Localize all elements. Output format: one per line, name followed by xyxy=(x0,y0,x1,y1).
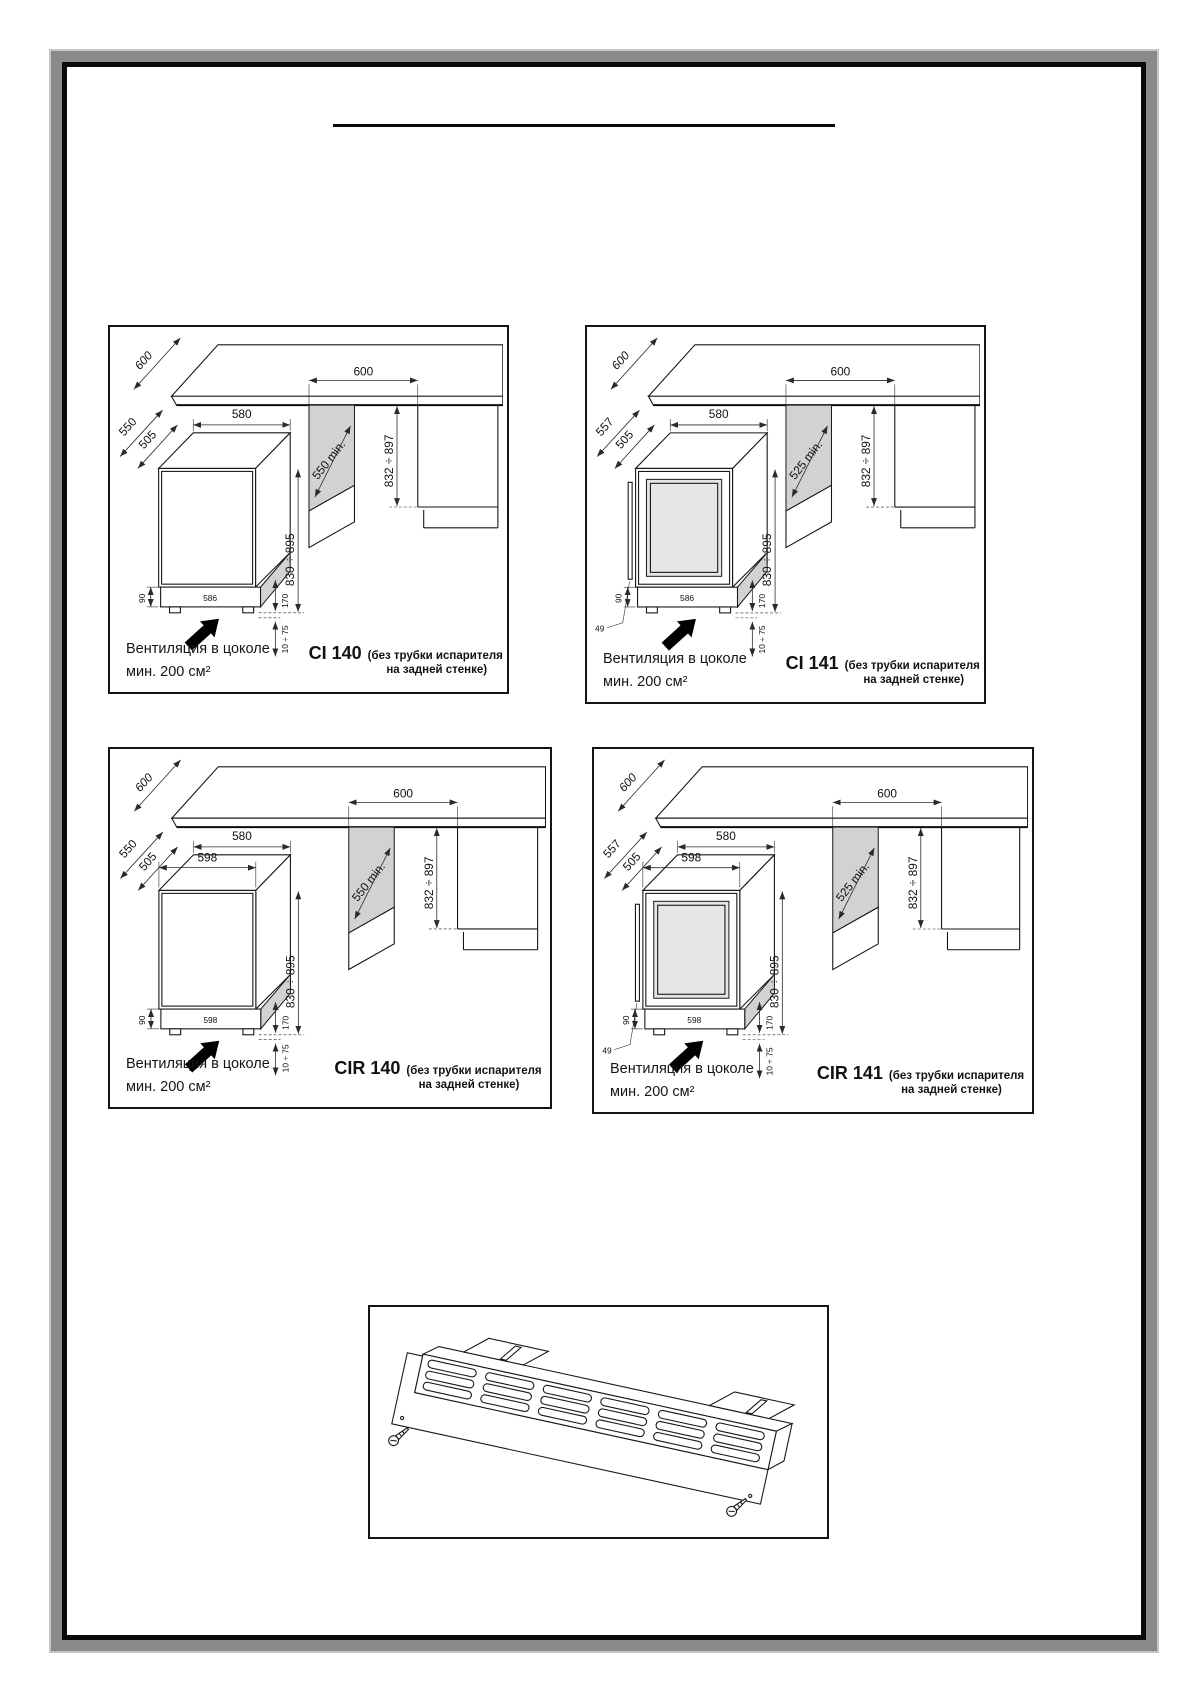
ventilation-note-line2: мин. 200 см² xyxy=(603,674,688,690)
dim-depth-body-label: 505 xyxy=(135,427,160,452)
dim-niche-width-label: 600 xyxy=(353,364,374,379)
dim-counter-depth-label: 600 xyxy=(608,348,633,373)
title-underline xyxy=(333,124,835,127)
dim-panel-min-label: 525 min. xyxy=(786,437,826,483)
dim-feet-range-label: 10 ÷ 75 xyxy=(764,1047,775,1076)
model-note-line1: (без трубки испарителя xyxy=(406,1065,542,1077)
appliance xyxy=(159,433,291,613)
niche-side-panel xyxy=(349,827,394,969)
counter-depth-dimension xyxy=(132,760,181,811)
kitchen-cabinet xyxy=(895,405,975,528)
ventilation-note-line1: Вентиляция в цоколе xyxy=(610,1061,754,1077)
appliance xyxy=(159,855,291,1035)
model-name: CIR 140 xyxy=(334,1058,401,1078)
model-note-line2: на задней стенке) xyxy=(901,1084,1002,1096)
dim-plinth-width-label: 598 xyxy=(203,1014,218,1025)
dim-depth-total-label: 550 xyxy=(115,414,140,439)
model-caption xyxy=(813,1063,1028,1096)
kitchen-cabinet xyxy=(418,405,498,528)
dim-plinth-width-label: 586 xyxy=(680,593,695,604)
ventilation-note xyxy=(126,1053,270,1099)
technical-drawing-ci-140 xyxy=(110,327,503,688)
dim-base-depth-label: 170 xyxy=(764,1015,775,1030)
dim-door-width-label: 598 xyxy=(197,850,218,865)
dim-niche-width-label: 600 xyxy=(877,786,898,801)
ventilation-note-line1: Вентиляция в цоколе xyxy=(603,651,747,667)
dim-niche-height-label: 832 ÷ 897 xyxy=(905,856,920,910)
dim-counter-depth-label: 600 xyxy=(615,770,640,795)
niche-height-dimension xyxy=(422,828,469,929)
dim-door-width-label: 598 xyxy=(681,850,702,865)
appliance xyxy=(635,855,774,1035)
dim-feet-range-label: 10 ÷ 75 xyxy=(280,1044,291,1073)
model-note-line2: на задней стенке) xyxy=(863,674,965,686)
model-note-line2: на задней стенке) xyxy=(386,664,488,676)
dim-niche-width-label: 600 xyxy=(393,786,414,801)
door-handle xyxy=(635,904,639,1001)
diagram-box-cir-141 xyxy=(592,747,1034,1114)
dim-counter-depth-label: 600 xyxy=(131,348,156,373)
dim-base-depth-label: 170 xyxy=(280,593,291,608)
dim-appliance-height-label: 830 ÷ 895 xyxy=(283,533,298,587)
ventilation-note xyxy=(603,648,747,694)
dim-appliance-height-label: 830 ÷ 895 xyxy=(760,533,775,587)
model-caption xyxy=(786,653,981,686)
page-sheet xyxy=(62,62,1146,1640)
ventilation-note-line1: Вентиляция в цоколе xyxy=(126,641,270,657)
ventilation-grille-figure xyxy=(370,1307,823,1533)
dim-handle-offset-label: 49 xyxy=(602,1045,612,1056)
appliance xyxy=(628,433,767,613)
dim-feet-range-label: 10 ÷ 75 xyxy=(280,625,291,654)
dim-base-depth-label: 170 xyxy=(757,593,768,608)
grille-body xyxy=(392,1322,796,1507)
niche-side-panel xyxy=(833,827,878,969)
niche-height-dimension xyxy=(382,406,429,507)
model-name: CI 140 xyxy=(308,643,362,663)
ventilation-arrow-icon xyxy=(662,619,696,651)
dim-carcass-width-label: 580 xyxy=(231,406,252,421)
model-note-line1: (без трубки испарителя xyxy=(367,650,503,662)
model-note-line2: на задней стенке) xyxy=(418,1079,520,1091)
dim-niche-height-label: 832 ÷ 897 xyxy=(859,434,874,488)
counter-depth-dimension xyxy=(132,338,181,389)
dim-panel-min-label: 525 min. xyxy=(832,859,873,905)
kitchen-cabinet xyxy=(942,827,1020,950)
dim-depth-body-label: 505 xyxy=(612,427,637,452)
model-name: CIR 141 xyxy=(816,1063,883,1083)
screw-icon xyxy=(387,1425,411,1448)
glass-door-panel xyxy=(654,901,729,998)
dim-carcass-width-label: 580 xyxy=(708,407,729,422)
counter-depth-dimension xyxy=(609,338,658,389)
model-note-line1: (без трубки испарителя xyxy=(888,1070,1025,1082)
dim-depth-body-label: 505 xyxy=(135,849,160,874)
model-caption xyxy=(330,1058,546,1091)
dim-plinth-height-label: 90 xyxy=(136,593,147,603)
ventilation-note xyxy=(610,1058,754,1104)
ventilation-note xyxy=(126,638,270,684)
dim-plinth-height-label: 90 xyxy=(621,1015,632,1025)
niche-side-panel xyxy=(786,405,832,547)
countertop xyxy=(171,345,502,405)
countertop xyxy=(656,767,1028,827)
dim-plinth-height-label: 90 xyxy=(137,1015,148,1025)
dim-niche-width-label: 600 xyxy=(830,364,851,379)
dim-depth-total-label: 557 xyxy=(592,414,617,439)
countertop xyxy=(172,767,546,827)
model-name: CI 141 xyxy=(785,653,839,673)
model-caption xyxy=(309,643,504,676)
glass-door-panel xyxy=(646,479,721,576)
dim-niche-height-label: 832 ÷ 897 xyxy=(382,434,397,488)
dim-depth-body-label: 505 xyxy=(619,849,644,874)
niche-side-panel xyxy=(309,405,354,547)
dim-carcass-width-label: 580 xyxy=(716,828,736,843)
ventilation-note-line1: Вентиляция в цоколе xyxy=(126,1056,270,1072)
counter-depth-dimension xyxy=(616,760,665,811)
door-handle xyxy=(628,482,632,579)
dim-appliance-height-label: 830 ÷ 895 xyxy=(767,955,782,1009)
dim-base-depth-label: 170 xyxy=(280,1015,291,1030)
dim-panel-min-label: 550 min. xyxy=(348,859,389,905)
dim-plinth-width-label: 598 xyxy=(687,1014,702,1025)
diagram-box-ci-141 xyxy=(585,325,986,704)
technical-drawing-cir-141 xyxy=(594,749,1028,1108)
technical-drawing-ci-141 xyxy=(587,327,980,698)
technical-drawing-cir-140 xyxy=(110,749,546,1103)
diagram-box-ci-140 xyxy=(108,325,509,694)
dim-plinth-height-label: 90 xyxy=(613,593,624,604)
dim-handle-offset-label: 49 xyxy=(595,623,605,634)
ventilation-note-line2: мин. 200 см² xyxy=(126,1079,211,1095)
kitchen-cabinet xyxy=(458,827,538,950)
niche-height-dimension xyxy=(859,406,906,507)
niche-height-dimension xyxy=(906,828,953,929)
dim-depth-total-label: 550 xyxy=(116,836,140,861)
dim-panel-min-label: 550 min. xyxy=(309,437,349,483)
countertop xyxy=(648,345,979,405)
dim-carcass-width-label: 580 xyxy=(232,828,252,843)
dim-plinth-width-label: 586 xyxy=(203,592,218,603)
grille-box xyxy=(368,1305,829,1539)
dim-depth-total-label: 557 xyxy=(600,836,624,861)
dim-feet-range-label: 10 ÷ 75 xyxy=(757,625,768,654)
diagram-box-cir-140 xyxy=(108,747,552,1109)
dim-counter-depth-label: 600 xyxy=(131,770,156,795)
ventilation-note-line2: мин. 200 см² xyxy=(610,1084,695,1100)
ventilation-note-line2: мин. 200 см² xyxy=(126,664,211,680)
dim-niche-height-label: 832 ÷ 897 xyxy=(421,856,436,910)
dim-appliance-height-label: 830 ÷ 895 xyxy=(283,955,298,1009)
model-note-line1: (без трубки испарителя xyxy=(844,660,980,672)
